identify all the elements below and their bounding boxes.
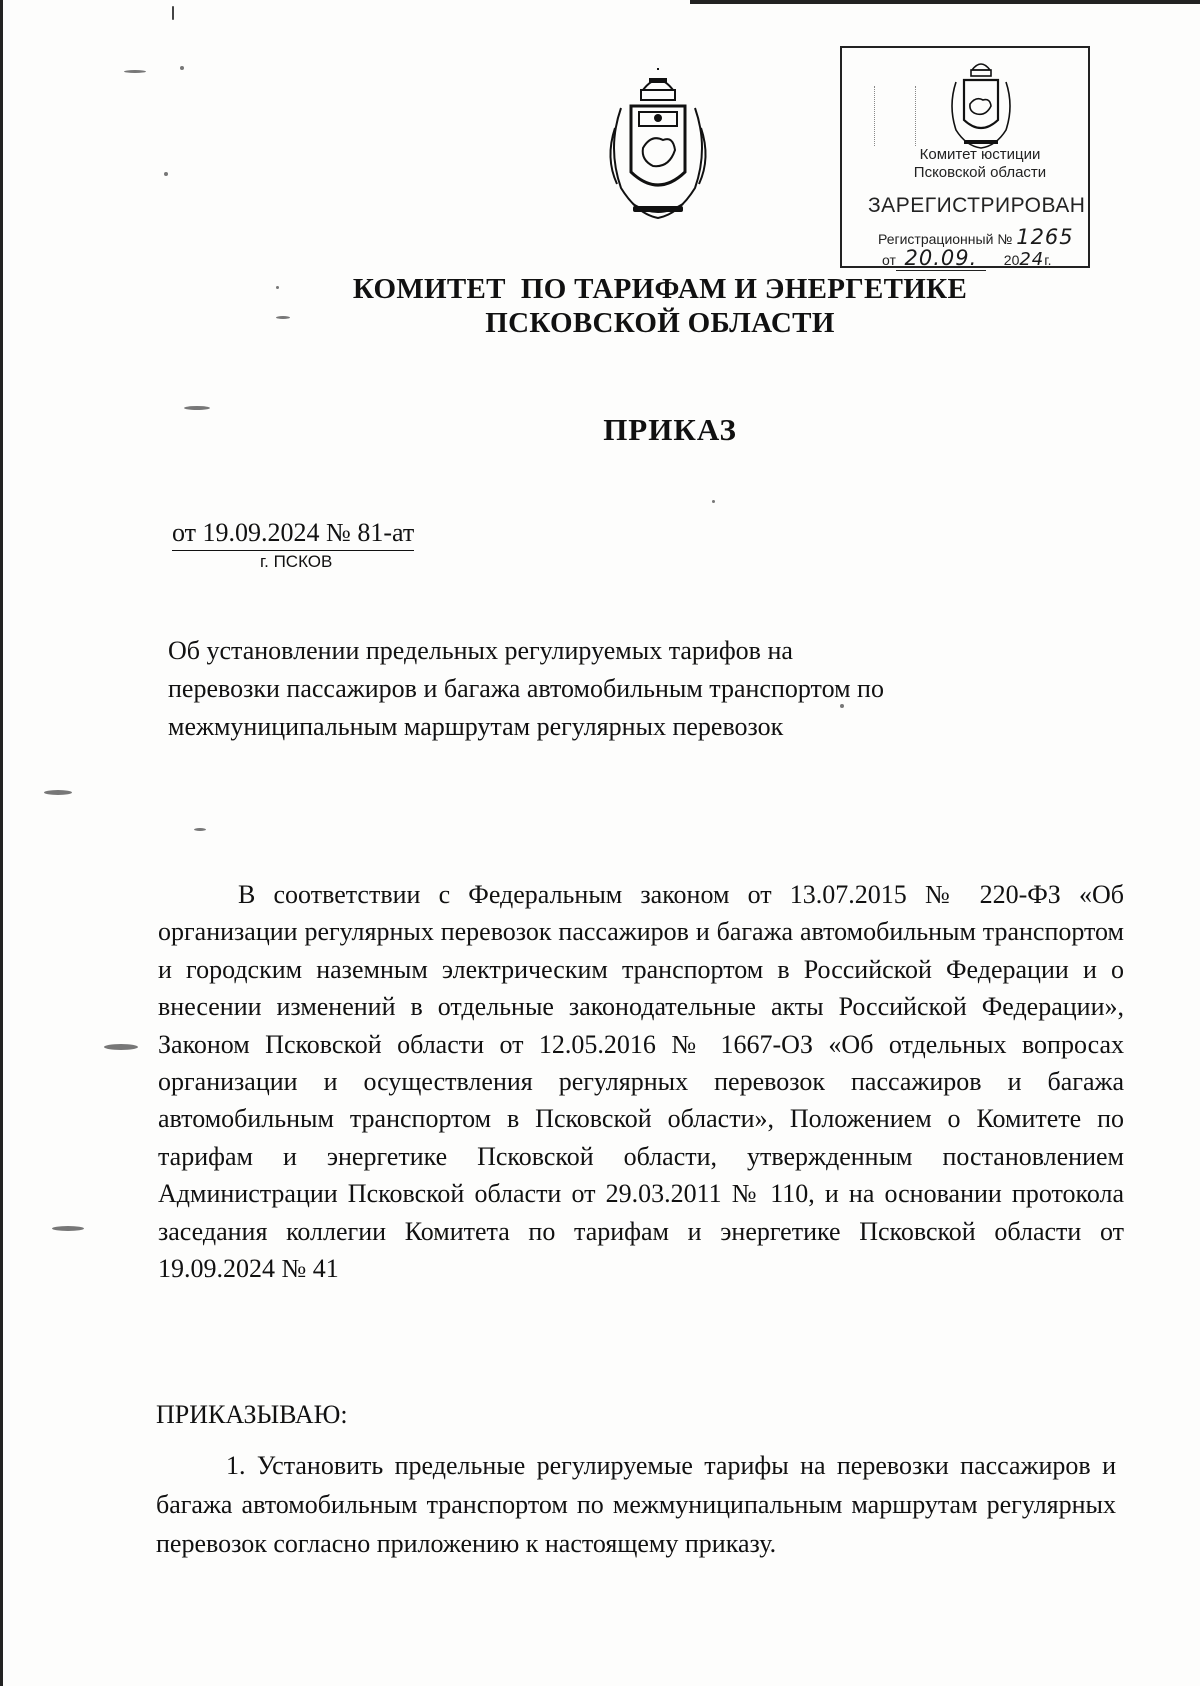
stamp-coat-of-arms-icon — [946, 56, 1016, 152]
committee-line-2: ПСКОВСКОЙ ОБЛАСТИ — [485, 307, 835, 339]
stamp-date-day-month: 20.09. — [896, 246, 986, 271]
stamp-date-prefix: от — [882, 252, 896, 268]
stamp-reg-number: 1265 — [1016, 225, 1074, 249]
scan-speck — [44, 790, 72, 795]
scan-speck — [276, 286, 279, 289]
scan-edge-left — [0, 0, 3, 1686]
scan-speck — [276, 316, 290, 319]
preamble-paragraph: В соответствии с Федеральным законом от 13.07.2015 № 220-ФЗ «Об организации регулярных перевозок пассажиров и багажа автомобильным транспортом и городским наземным электрическим транспортом в Российской Федерации и о внесении изменений в отдельные законодательные акты Российской Федерации», Законом Псковской области от 12.05.2016 № 1667-ОЗ «Об отдельных вопросах организации и осуществления регулярных перевозок пассажиров и багажа автомобильным транспортом в Псковской области», Положением о Комитете по тарифам и энергетике Псковской области, утвержденным постановлением Администрации Псковской области от 29.03.2011 № 110, и на основании протокола заседания коллегии Комитета по тарифам и энергетике Псковской области от 19.09.2024 № 41 — [158, 880, 1124, 1284]
scan-speck — [52, 1226, 84, 1231]
stamp-organization: Комитет юстиции Псковской области — [913, 146, 1047, 181]
scan-speck — [164, 172, 168, 176]
scan-speck — [712, 500, 715, 503]
stamp-smudge — [874, 86, 916, 146]
committee-line-1: КОМИТЕТ ПО ТАРИФАМ И ЭНЕРГЕТИКЕ — [352, 273, 968, 305]
scan-speck — [104, 1044, 138, 1050]
scan-edge-top — [690, 0, 1200, 4]
scan-speck — [172, 6, 174, 20]
stamp-status: ЗАРЕГИСТРИРОВАН — [868, 194, 1086, 217]
document-title: ПРИКАЗ — [603, 412, 737, 447]
order-subject: Об установлении предельных регулируемых тарифов на перевозки пассажиров и багажа автомобильным транспортом по межмуниципальным маршрутам регулярных перевозок — [168, 636, 884, 741]
scan-speck — [184, 406, 210, 410]
scan-speck — [180, 66, 184, 70]
scan-speck — [194, 828, 206, 831]
orders-label: ПРИКАЗЫВАЮ: — [156, 1400, 348, 1429]
scan-speck — [124, 70, 146, 73]
committee-name — [300, 272, 1020, 340]
stamp-date-suffix: г. — [1044, 252, 1052, 268]
stamp-date-year-prefix: 20 — [1003, 252, 1020, 268]
order-city: г. ПСКОВ — [260, 552, 333, 571]
stamp-date-year-suffix: 24 — [1019, 249, 1045, 270]
order-number-line: от 19.09.2024 № 81-ат — [172, 518, 414, 551]
stamp-reg-label: Регистрационный № — [878, 231, 1013, 247]
coat-of-arms-emblem — [603, 68, 713, 226]
order-item-1: 1. Установить предельные регулируемые тарифы на перевозки пассажиров и багажа автомобильным транспортом по межмуниципальным маршрутам регулярных перевозок согласно приложению к настоящему приказу. — [156, 1451, 1116, 1558]
registration-stamp — [840, 46, 1090, 268]
order-preamble — [158, 876, 1124, 1287]
stamp-date-line — [882, 246, 1052, 271]
